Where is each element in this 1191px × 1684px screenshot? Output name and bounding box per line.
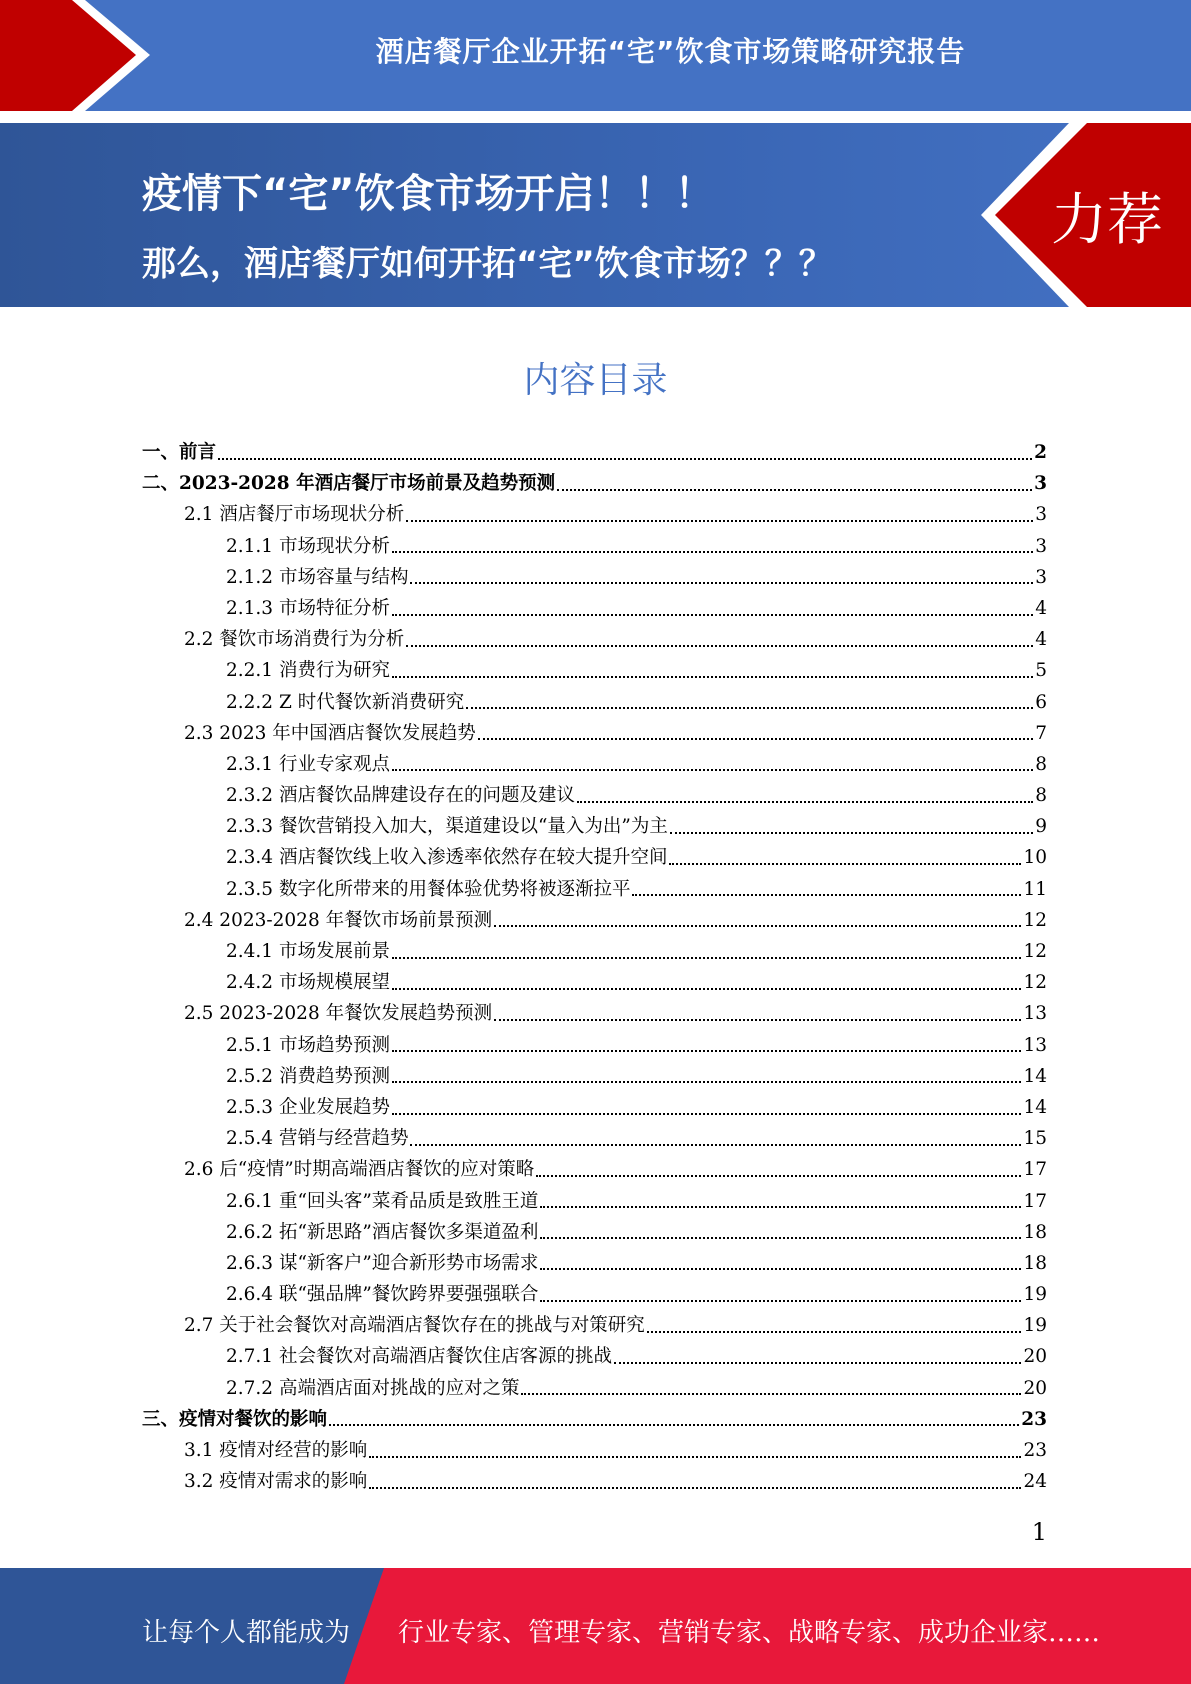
toc-entry-label: 2.4.2 市场规模展望 [226, 972, 390, 994]
toc-entry-label: 2.1.2 市场容量与结构 [226, 566, 409, 588]
toc-leader-dots [540, 1206, 1021, 1208]
toc-entry[interactable] [142, 1061, 1047, 1092]
toc-entry[interactable] [142, 1217, 1047, 1248]
toc-entry-page: 18 [1023, 1252, 1047, 1274]
toc-leader-dots [406, 520, 1033, 522]
toc-entry-page: 8 [1035, 785, 1047, 807]
toc-entry-page: 18 [1023, 1221, 1047, 1243]
toc-leader-dots [557, 489, 1032, 491]
toc-leader-dots [406, 645, 1033, 647]
banner-subheadline: 那么，酒店餐厅如何开拓“宅”饮食市场？？？ [142, 244, 833, 284]
toc-entry-page: 20 [1023, 1346, 1047, 1368]
toc-leader-dots [540, 1237, 1021, 1239]
toc-entry-page: 2 [1034, 442, 1047, 463]
toc-entry-page: 14 [1023, 1065, 1047, 1087]
footer-slogan-left: 让每个人都能成为 [142, 1618, 351, 1648]
toc-entry-label: 2.6.2 拓“新思路”酒店餐饮多渠道盈利 [226, 1221, 539, 1243]
toc-entry-page: 13 [1023, 1003, 1047, 1025]
toc-leader-dots [670, 832, 1033, 834]
toc-entry[interactable] [142, 811, 1047, 842]
toc-entry-label: 三、疫情对餐饮的影响 [142, 1408, 328, 1430]
toc-leader-dots [478, 738, 1033, 740]
toc-leader-dots [494, 1019, 1021, 1021]
toc-leader-dots [577, 801, 1033, 803]
toc-entry-page: 23 [1021, 1408, 1047, 1430]
toc-entry[interactable] [142, 1373, 1047, 1404]
toc-entry-label: 2.4.1 市场发展前景 [226, 941, 390, 962]
toc-entry-label: 2.1.1 市场现状分析 [226, 535, 390, 557]
toc-entry[interactable] [142, 998, 1047, 1029]
toc-leader-dots [392, 551, 1033, 553]
toc-entry-label: 2.1.3 市场特征分析 [226, 597, 390, 619]
toc-entry[interactable] [142, 936, 1047, 967]
toc-entry-label: 3.2 疫情对需求的影响 [184, 1471, 368, 1493]
toc-entry-page: 5 [1035, 660, 1047, 682]
toc-entry-page: 4 [1035, 597, 1047, 619]
table-of-contents [142, 437, 1047, 1497]
toc-leader-dots [392, 676, 1033, 678]
toc-entry[interactable] [142, 1092, 1047, 1123]
toc-entry-page: 23 [1023, 1440, 1047, 1461]
toc-entry-label: 2.6.4 联“强品牌”餐饮跨界要强强联合 [226, 1284, 539, 1306]
toc-entry[interactable] [142, 499, 1047, 530]
toc-leader-dots [494, 925, 1021, 927]
toc-leader-dots [329, 1424, 1019, 1426]
toc-entry-page: 20 [1023, 1377, 1047, 1399]
toc-leader-dots [392, 1113, 1021, 1115]
toc-entry-page: 11 [1023, 878, 1047, 900]
toc-entry-page: 12 [1023, 941, 1047, 962]
banner-headline: 疫情下“宅”饮食市场开启！！！ [142, 171, 715, 217]
toc-entry-label: 2.7 关于社会餐饮对高端酒店餐饮存在的挑战与对策研究 [184, 1315, 645, 1337]
toc-entry[interactable] [142, 718, 1047, 749]
toc-leader-dots [466, 707, 1033, 709]
toc-entry[interactable] [142, 780, 1047, 811]
toc-entry-label: 2.6.1 重“回头客”菜肴品质是致胜王道 [226, 1190, 539, 1212]
toc-entry-label: 2.2 餐饮市场消费行为分析 [184, 629, 405, 651]
toc-entry-label: 2.2.1 消费行为研究 [226, 660, 390, 682]
toc-entry[interactable] [142, 1248, 1047, 1279]
toc-entry-label: 2.2.2 Z 时代餐饮新消费研究 [226, 691, 465, 713]
toc-entry[interactable] [142, 562, 1047, 593]
toc-entry[interactable] [142, 1279, 1047, 1310]
toc-leader-dots [218, 458, 1032, 460]
toc-entry-label: 2.5.3 企业发展趋势 [226, 1096, 390, 1118]
toc-leader-dots [647, 1331, 1022, 1333]
toc-entry-page: 19 [1023, 1315, 1047, 1337]
toc-entry-label: 2.3.1 行业专家观点 [226, 753, 390, 775]
toc-leader-dots [392, 957, 1021, 959]
toc-leader-dots [410, 1144, 1021, 1146]
toc-entry[interactable] [142, 1030, 1047, 1061]
toc-entry-label: 2.3.5 数字化所带来的用餐体验优势将被逐渐拉平 [226, 878, 631, 900]
toc-leader-dots [369, 1487, 1021, 1489]
toc-leader-dots [392, 614, 1033, 616]
toc-entry-page: 9 [1035, 816, 1047, 838]
toc-entry-page: 10 [1023, 847, 1047, 869]
toc-entry-page: 15 [1023, 1128, 1047, 1150]
toc-entry-label: 二、2023-2028 年酒店餐厅市场前景及趋势预测 [142, 473, 556, 495]
toc-entry-page: 4 [1035, 629, 1047, 651]
toc-entry[interactable] [142, 687, 1047, 718]
toc-entry-page: 8 [1035, 753, 1047, 775]
footer-slogan-right: 行业专家、管理专家、营销专家、战略专家、成功企业家…… [398, 1618, 1101, 1648]
toc-entry-page: 3 [1034, 473, 1047, 495]
toc-entry[interactable] [142, 1341, 1047, 1372]
toc-entry-label: 2.6.3 谋“新客户”迎合新形势市场需求 [226, 1252, 539, 1274]
toc-title: 内容目录 [523, 360, 668, 401]
toc-leader-dots [392, 769, 1033, 771]
toc-entry-page: 13 [1023, 1034, 1047, 1056]
toc-entry[interactable] [142, 1154, 1047, 1185]
toc-leader-dots [392, 1081, 1021, 1083]
toc-entry[interactable] [142, 1466, 1047, 1497]
toc-entry[interactable] [142, 1435, 1047, 1466]
toc-entry-label: 2.7.2 高端酒店面对挑战的应对之策 [226, 1377, 520, 1399]
page-number: 1 [1031, 1518, 1047, 1546]
toc-entry[interactable] [142, 1186, 1047, 1217]
toc-leader-dots [540, 1300, 1021, 1302]
report-title: 酒店餐厅企业开拓“宅”饮食市场策略研究报告 [375, 35, 966, 68]
toc-entry-label: 2.3.2 酒店餐饮品牌建设存在的问题及建议 [226, 785, 575, 807]
toc-entry[interactable] [142, 1404, 1047, 1435]
toc-entry[interactable] [142, 655, 1047, 686]
toc-leader-dots [392, 1050, 1021, 1052]
toc-entry-label: 2.3.4 酒店餐饮线上收入渗透率依然存在较大提升空间 [226, 847, 668, 869]
toc-entry-label: 2.5.1 市场趋势预测 [226, 1034, 390, 1056]
toc-leader-dots [521, 1393, 1021, 1395]
toc-leader-dots [669, 863, 1021, 865]
toc-entry[interactable] [142, 1123, 1047, 1154]
toc-entry-label: 2.5 2023-2028 年餐饮发展趋势预测 [184, 1003, 493, 1025]
toc-entry-page: 14 [1023, 1096, 1047, 1118]
toc-entry-page: 12 [1023, 909, 1047, 931]
toc-entry[interactable] [142, 842, 1047, 873]
toc-entry[interactable] [142, 468, 1047, 499]
toc-entry[interactable] [142, 624, 1047, 655]
toc-leader-dots [410, 582, 1033, 584]
toc-entry[interactable] [142, 531, 1047, 562]
toc-entry[interactable] [142, 967, 1047, 998]
toc-entry-page: 19 [1023, 1284, 1047, 1306]
toc-entry-page: 12 [1023, 972, 1047, 994]
toc-leader-dots [632, 894, 1021, 896]
toc-entry-page: 3 [1035, 566, 1047, 588]
toc-entry-page: 17 [1023, 1190, 1047, 1212]
toc-entry-label: 2.1 酒店餐厅市场现状分析 [184, 504, 405, 526]
toc-entry[interactable] [142, 905, 1047, 936]
toc-entry-label: 3.1 疫情对经营的影响 [184, 1440, 368, 1461]
toc-entry[interactable] [142, 593, 1047, 624]
toc-entry-label: 2.5.2 消费趋势预测 [226, 1065, 390, 1087]
toc-leader-dots [540, 1268, 1021, 1270]
toc-entry[interactable] [142, 1310, 1047, 1341]
toc-entry[interactable] [142, 437, 1047, 468]
toc-entry-label: 2.4 2023-2028 年餐饮市场前景预测 [184, 909, 493, 931]
toc-entry-page: 17 [1023, 1159, 1047, 1181]
toc-entry-page: 7 [1035, 722, 1047, 744]
toc-entry-label: 2.5.4 营销与经营趋势 [226, 1128, 409, 1150]
toc-entry-label: 2.7.1 社会餐饮对高端酒店餐饮住店客源的挑战 [226, 1346, 612, 1368]
toc-entry[interactable] [142, 874, 1047, 905]
toc-entry-page: 3 [1035, 504, 1047, 526]
toc-entry-page: 24 [1023, 1471, 1047, 1493]
toc-entry[interactable] [142, 749, 1047, 780]
toc-entry-label: 2.3.3 餐饮营销投入加大，渠道建设以“量入为出”为主 [226, 816, 668, 838]
toc-leader-dots [369, 1456, 1021, 1458]
toc-entry-label: 2.3 2023 年中国酒店餐饮发展趋势 [184, 722, 476, 744]
toc-entry-page: 3 [1035, 535, 1047, 557]
banner-badge-label: 力荐 [1051, 188, 1163, 253]
toc-leader-dots [392, 988, 1021, 990]
toc-entry-label: 2.6 后“疫情”时期高端酒店餐饮的应对策略 [184, 1159, 535, 1181]
toc-entry-page: 6 [1035, 691, 1047, 713]
toc-entry-label: 一、前言 [142, 442, 217, 463]
toc-leader-dots [536, 1175, 1021, 1177]
toc-leader-dots [614, 1362, 1021, 1364]
